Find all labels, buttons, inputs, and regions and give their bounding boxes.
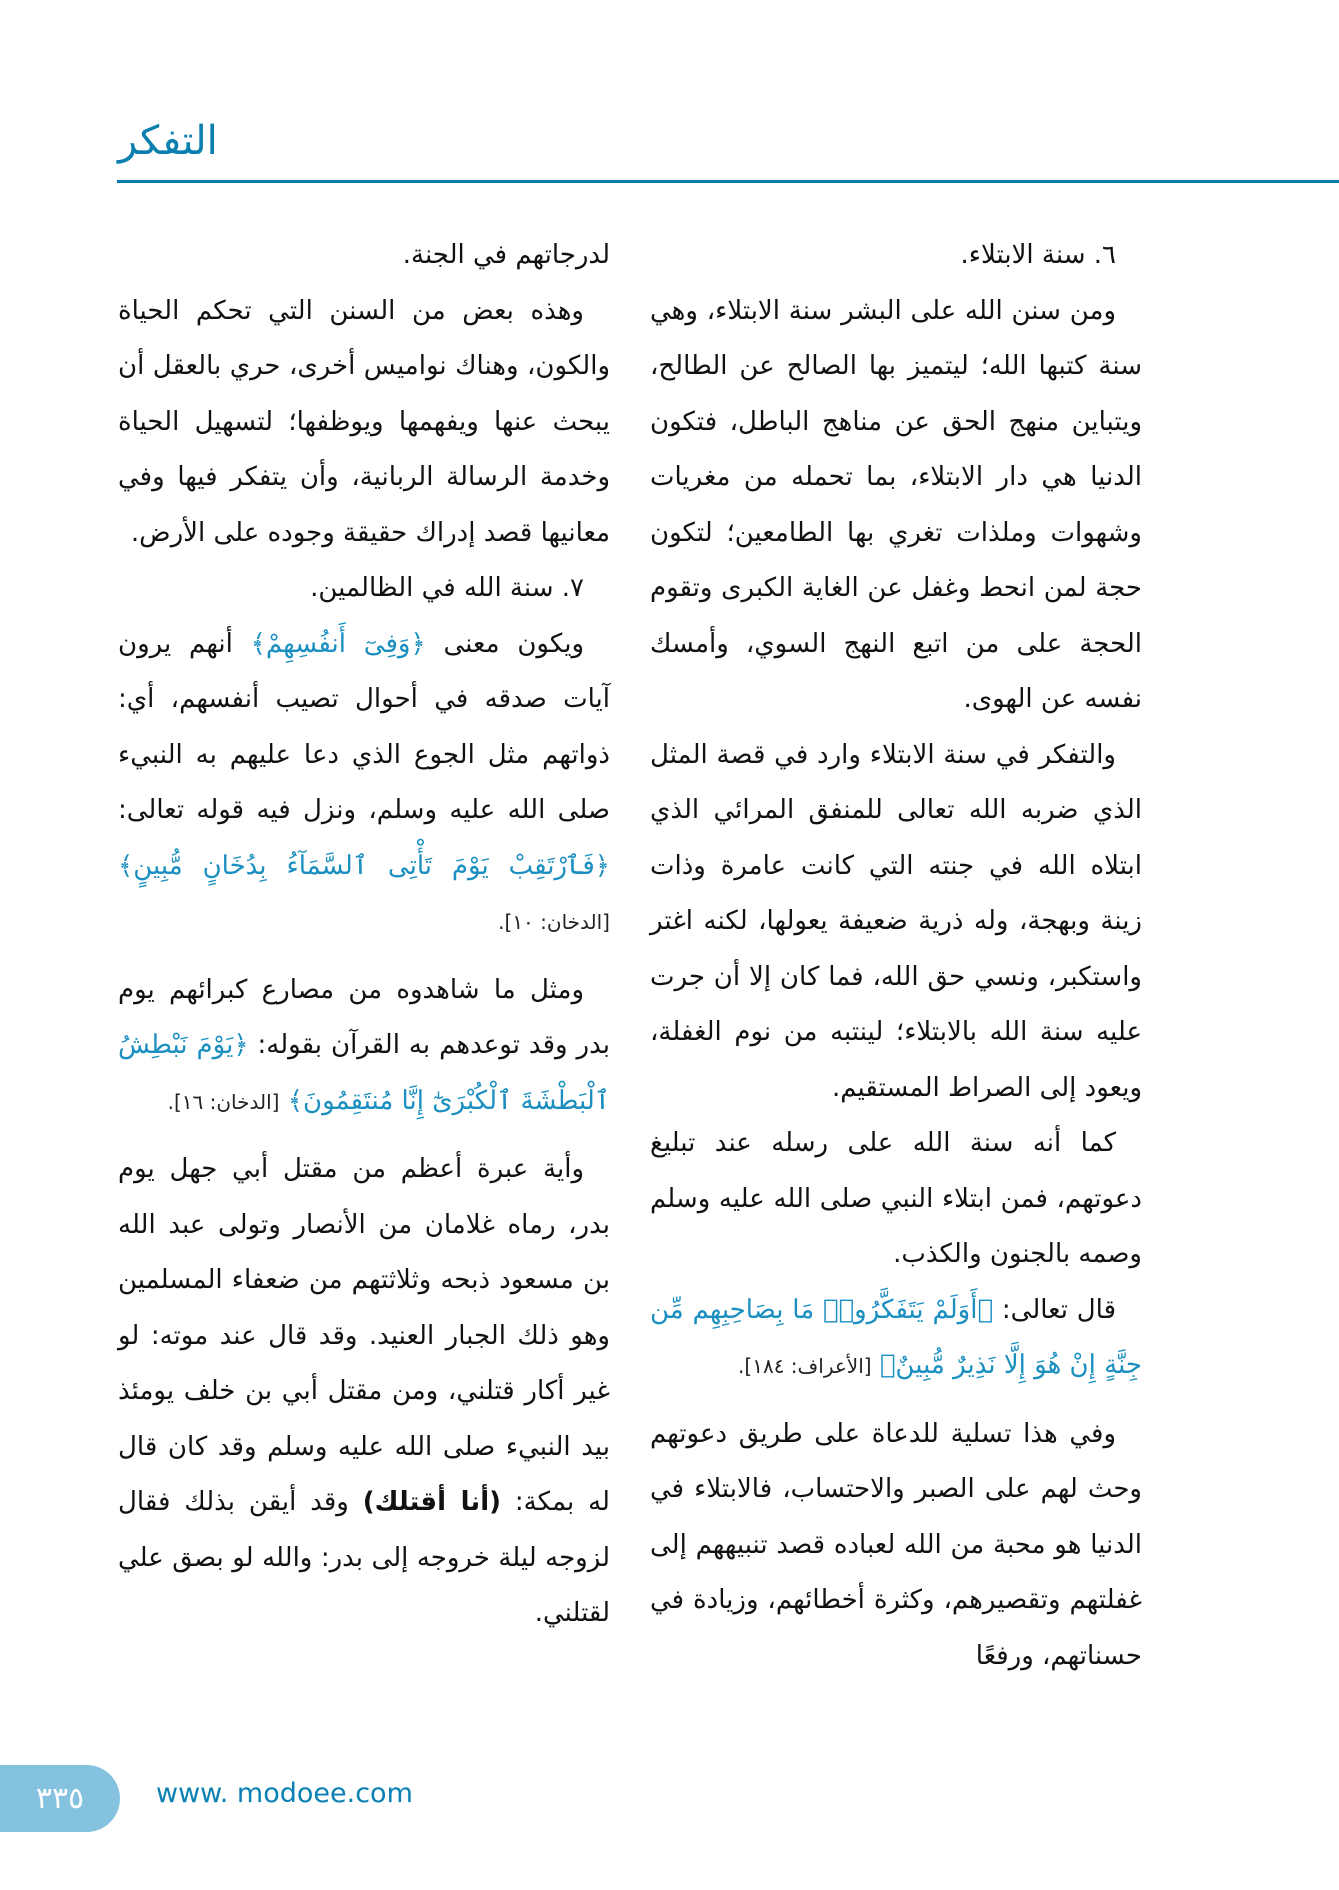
right-column [650, 228, 1142, 1684]
page-number-badge [0, 1765, 120, 1832]
paragraph [118, 963, 610, 1131]
text: وقد أيقن بذلك فقال لزوجه ليلة خروجه إلى بدر: والله لو بصق علي لقتلني. [118, 1487, 610, 1628]
text: وأية عبرة أعظم من مقتل أبي جهل يوم بدر، رماه غلامان من الأنصار وتولى عبد الله بن مسعود ذبحه وثلاثتهم من ضعفاء المسلمين وهو ذلك الجبار العنيد. وقد قال عند موته: لو غير أكار قتلني، ومن مقتل أبي بن خلف يومئذ بيد النبيء صلى الله عليه وسلم وقد كان قال له بمكة: [118, 1154, 610, 1517]
paragraph: وهذه بعض من السنن التي تحكم الحياة والكون، وهناك نواميس أخرى، حري بالعقل أن يبحث عنها ويفهمها ويوظفها؛ لتسهيل الحياة وخدمة الرسالة الربانية، وأن يتفكر فيها وفي معانيها قصد إدراك حقيقة وجوده على الأرض. [118, 295, 610, 548]
paragraph [118, 617, 610, 951]
quran-verse: ﴿يَوْمَ نَبْطِشُ ٱلْبَطْشَةَ ٱلْكُبْرَىٰٓ إِنَّا مُنتَقِمُونَ﴾ [118, 1030, 610, 1116]
header-divider [117, 180, 1339, 183]
verse-reference: [الدخان: ١٦]. [167, 1089, 280, 1114]
quran-verse: ﴿فَٱرْتَقِبْ يَوْمَ تَأْتِى ٱلسَّمَآءُ بِدُخَانٍ مُّبِينٍ﴾ [118, 850, 610, 881]
paragraph [118, 1142, 610, 1642]
quote-intro: قال تعالى: [993, 1294, 1116, 1325]
bold-quote: (أنا أقتلك) [362, 1487, 501, 1517]
paragraph-continuation: لدرجاتهم في الجنة. [402, 240, 610, 270]
section-heading-7: ٧. سنة الله في الظالمين. [310, 573, 584, 603]
paragraph: كما أنه سنة الله على رسله عند تبليغ دعوتهم، فمن ابتلاء النبي صلى الله عليه وسلم وصمه بالجنون والكذب. [650, 1128, 1142, 1269]
section-heading-6: ٦. سنة الابتلاء. [960, 240, 1116, 270]
left-column [118, 228, 610, 1642]
chapter-title: التفكر [118, 118, 218, 164]
text: ويكون معنى [425, 628, 584, 659]
verse-reference: [الدخان: ١٠]. [498, 910, 610, 934]
text: ومثل ما شاهدوه من مصارع كبرائهم يوم بدر وقد توعدهم به القرآن بقوله: [118, 974, 610, 1060]
paragraph: والتفكر في سنة الابتلاء وارد في قصة المثل الذي ضربه الله تعالى للمنفق المرائي الذي ابتلاه الله في جنته التي كانت عامرة وذات زينة وبهجة، وله ذرية ضعيفة يعولها، لكنه اغتر واستكبر، ونسي حق الله، فما كان إلا أن جرت عليه سنة الله بالابتلاء؛ لينتبه من نوم الغفلة، ويعود إلى الصراط المستقيم. [650, 739, 1142, 1103]
paragraph: ومن سنن الله على البشر سنة الابتلاء، وهي سنة كتبها الله؛ ليتميز بها الصالح عن الطالح، ويتباين منهج الحق عن مناهج الباطل، فتكون الدنيا هي دار الابتلاء، بما تحمله من مغريات وشهوات وملذات تغري بها الطامعين؛ لتكون حجة لمن انحط وغفل عن الغاية الكبرى وتقوم الحجة على من اتبع النهج السوي، وأمسك نفسه عن الهوى. [650, 295, 1142, 714]
page-number: ٣٣٥ [35, 1781, 85, 1816]
text: أنهم يرون آيات صدقه في أحوال تصيب أنفسهم، أي: ذواتهم مثل الجوع الذي دعا عليهم به النبيء صلى الله عليه وسلم، ونزل فيه قوله تعالى: [118, 628, 610, 825]
verse-reference: [الأعراف: ١٨٤]. [738, 1354, 872, 1378]
paragraph: وفي هذا تسلية للدعاة على طريق دعوتهم وحث لهم على الصبر والاحتساب، فالابتلاء في الدنيا هو محبة من الله لعباده قصد تنبيههم إلى غفلتهم وتقصيرهم، وكثرة أخطائهم، وزيادة في حسناتهم، ورفعًا [650, 1418, 1142, 1671]
quran-verse: ﴿أَوَلَمْ يَتَفَكَّرُوا۟ مَا بِصَاحِبِهِم مِّن جِنَّةٍ إِنْ هُوَ إِلَّا نَذِيرٌ مُّبِينٌ﴾ [650, 1294, 1142, 1380]
paragraph-quote [650, 1283, 1142, 1395]
website-link[interactable]: www. modoee.com [156, 1778, 413, 1809]
quran-verse: ﴿وَفِىٓ أَنفُسِهِمْ﴾ [250, 628, 426, 659]
